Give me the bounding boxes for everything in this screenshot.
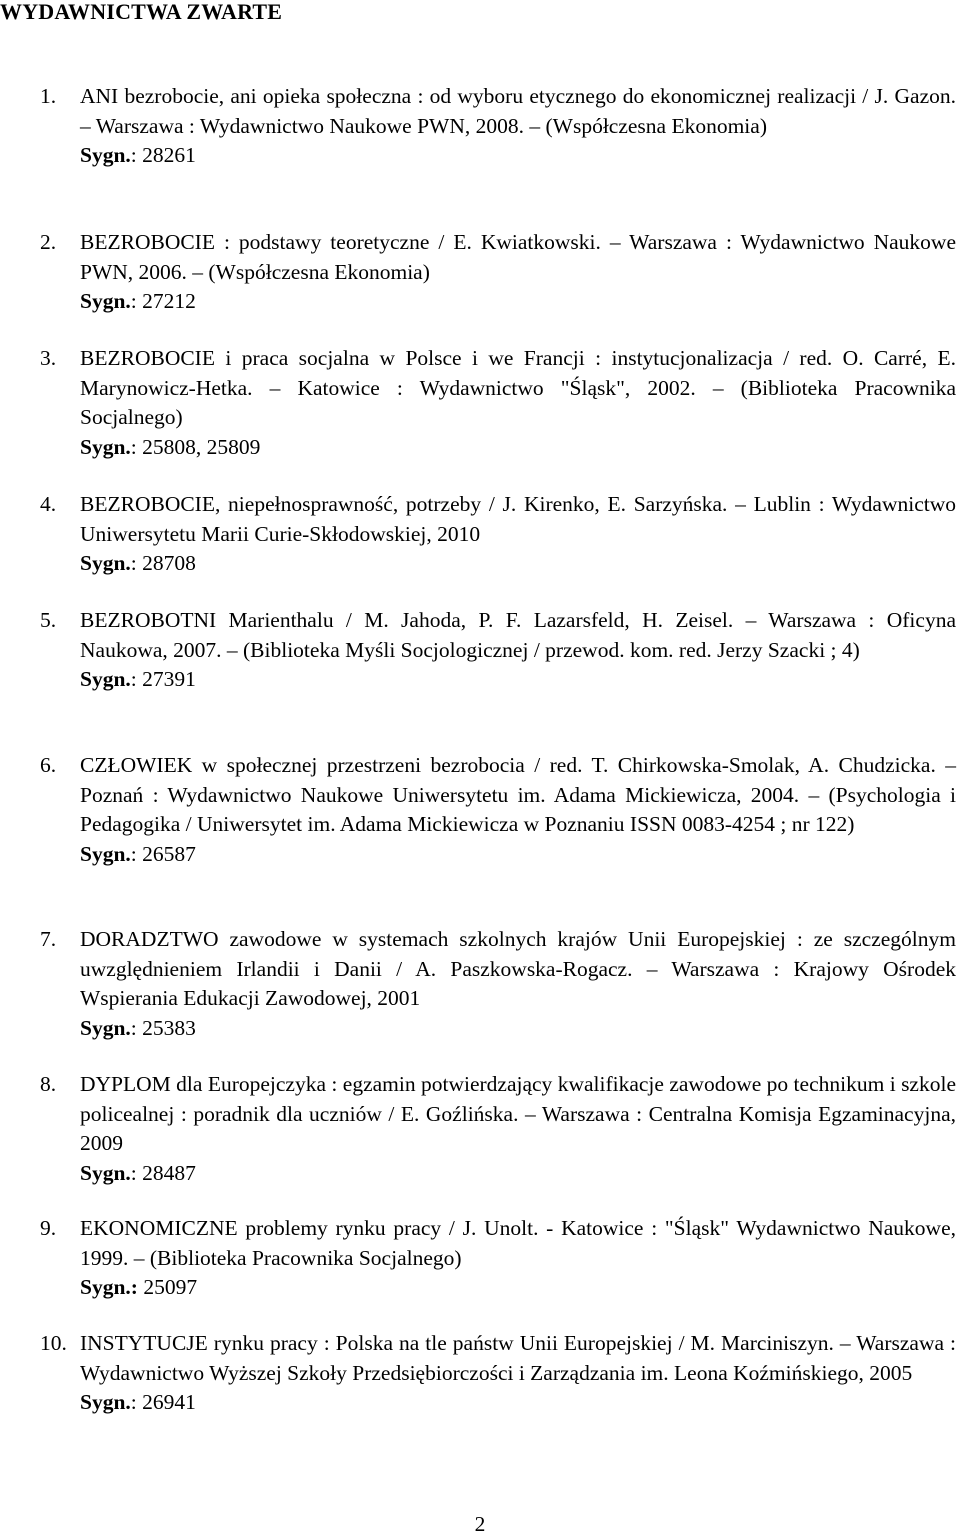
- call-number-value: : 28261: [130, 143, 196, 167]
- call-number-label: Sygn.: [80, 551, 131, 575]
- call-number-value: : 27391: [130, 667, 196, 691]
- list-item: [40, 344, 956, 462]
- entry-number: 5.: [40, 608, 57, 632]
- entry-description: CZŁOWIEK w społecznej przestrzeni bezrobocia / red. T. Chirkowska-Smolak, A. Chudzicka. – Poznań : Wydawnictwo Naukowe Uniwersytetu im. Adama Mickiewicza, 2004. – (Psychologia i Pedagogika / Uniwersytet im. Adama Mickiewicza w Poznaniu ISSN 0083-4254 ; nr 122): [80, 753, 956, 836]
- call-number: [80, 141, 956, 171]
- call-number-label: Sygn.: [80, 289, 131, 313]
- call-number: [80, 840, 956, 870]
- entry-description: ANI bezrobocie, ani opieka społeczna : od wyboru etycznego do ekonomicznej realizacji / J. Gazon. – Warszawa : Wydawnictwo Naukowe PWN, 2008. – (Współczesna Ekonomia): [80, 84, 956, 138]
- call-number: [80, 665, 956, 695]
- entry-number: 4.: [40, 492, 57, 516]
- list-item: [40, 1214, 956, 1303]
- entry-number: 6.: [40, 753, 57, 777]
- list-item: [40, 751, 956, 869]
- entry-number: 10.: [40, 1331, 67, 1355]
- list-item: [40, 82, 956, 171]
- call-number-value: : 28708: [130, 551, 196, 575]
- call-number: [80, 1388, 956, 1418]
- entry-description: EKONOMICZNE problemy rynku pracy / J. Unolt. - Katowice : "Śląsk" Wydawnictwo Naukowe, 1999. – (Biblioteka Pracownika Socjalnego): [80, 1216, 956, 1270]
- call-number-label: Sygn.: [80, 1160, 131, 1185]
- call-number-value: : 28487: [130, 1160, 196, 1185]
- entry-description: BEZROBOCIE i praca socjalna w Polsce i we Francji : instytucjonalizacja / red. O. Carré, E. Marynowicz-Hetka. – Katowice : Wydawnictwo "Śląsk", 2002. – (Biblioteka Pracownika Socjalnego): [80, 346, 956, 429]
- call-number-value: : 26587: [130, 841, 196, 866]
- list-item: [40, 490, 956, 579]
- page-number: 2: [474, 1512, 486, 1536]
- call-number: [80, 1273, 956, 1303]
- list-item: [40, 1329, 956, 1418]
- call-number-label: Sygn.: [80, 667, 131, 691]
- list-item: [40, 606, 956, 695]
- call-number-label: Sygn.: [80, 434, 131, 459]
- call-number-label: Sygn.:: [80, 1275, 138, 1299]
- entry-number: 9.: [40, 1216, 57, 1240]
- call-number-label: Sygn.: [80, 143, 131, 167]
- entry-description: BEZROBOTNI Marienthalu / M. Jahoda, P. F. Lazarsfeld, H. Zeisel. – Warszawa : Oficyna Naukowa, 2007. – (Biblioteka Myśli Socjologicznej / przewod. kom. red. Jerzy Szacki ; 4): [80, 608, 956, 662]
- list-item: [40, 925, 956, 1043]
- call-number-label: Sygn.: [80, 1390, 131, 1414]
- call-number-value: : 25808, 25809: [130, 434, 261, 459]
- list-item: [40, 1070, 956, 1188]
- entry-number: 1.: [40, 84, 57, 108]
- entry-number: 3.: [40, 346, 57, 370]
- list-item: [40, 228, 956, 317]
- entry-description: DYPLOM dla Europejczyka : egzamin potwierdzający kwalifikacje zawodowe po technikum i szkole policealnej : poradnik dla uczniów / E. Goźlińska. – Warszawa : Centralna Komisja Egzaminacyjna, 2009: [80, 1072, 956, 1155]
- call-number-value: : 25383: [130, 1015, 196, 1040]
- entry-number: 7.: [40, 927, 57, 951]
- call-number: [80, 1159, 956, 1189]
- section-heading: WYDAWNICTWA ZWARTE: [0, 0, 283, 24]
- call-number: [80, 549, 956, 579]
- call-number-value: : 26941: [130, 1390, 196, 1414]
- call-number: [80, 433, 956, 463]
- entry-number: 8.: [40, 1072, 57, 1096]
- call-number-label: Sygn.: [80, 1015, 131, 1040]
- call-number-label: Sygn.: [80, 841, 131, 866]
- call-number: [80, 1014, 956, 1044]
- entry-description: INSTYTUCJE rynku pracy : Polska na tle państw Unii Europejskiej / M. Marciniszyn. – Warszawa : Wydawnictwo Wyższej Szkoły Przedsiębiorczości i Zarządzania im. Leona Koźmińskiego, 2005: [80, 1331, 956, 1385]
- call-number-value: 25097: [137, 1275, 198, 1299]
- call-number-value: : 27212: [130, 289, 196, 313]
- entry-description: BEZROBOCIE : podstawy teoretyczne / E. Kwiatkowski. – Warszawa : Wydawnictwo Naukowe PWN, 2006. – (Współczesna Ekonomia): [80, 230, 956, 284]
- call-number: [80, 287, 956, 317]
- entry-number: 2.: [40, 230, 57, 254]
- entry-description: DORADZTWO zawodowe w systemach szkolnych krajów Unii Europejskiej : ze szczególnym uwzględnieniem Irlandii i Danii / A. Paszkowska-Rogacz. – Warszawa : Krajowy Ośrodek Wspierania Edukacji Zawodowej, 2001: [80, 927, 956, 1010]
- entry-description: BEZROBOCIE, niepełnosprawność, potrzeby / J. Kirenko, E. Sarzyńska. – Lublin : Wydawnictwo Uniwersytetu Marii Curie-Skłodowskiej, 2010: [80, 492, 956, 546]
